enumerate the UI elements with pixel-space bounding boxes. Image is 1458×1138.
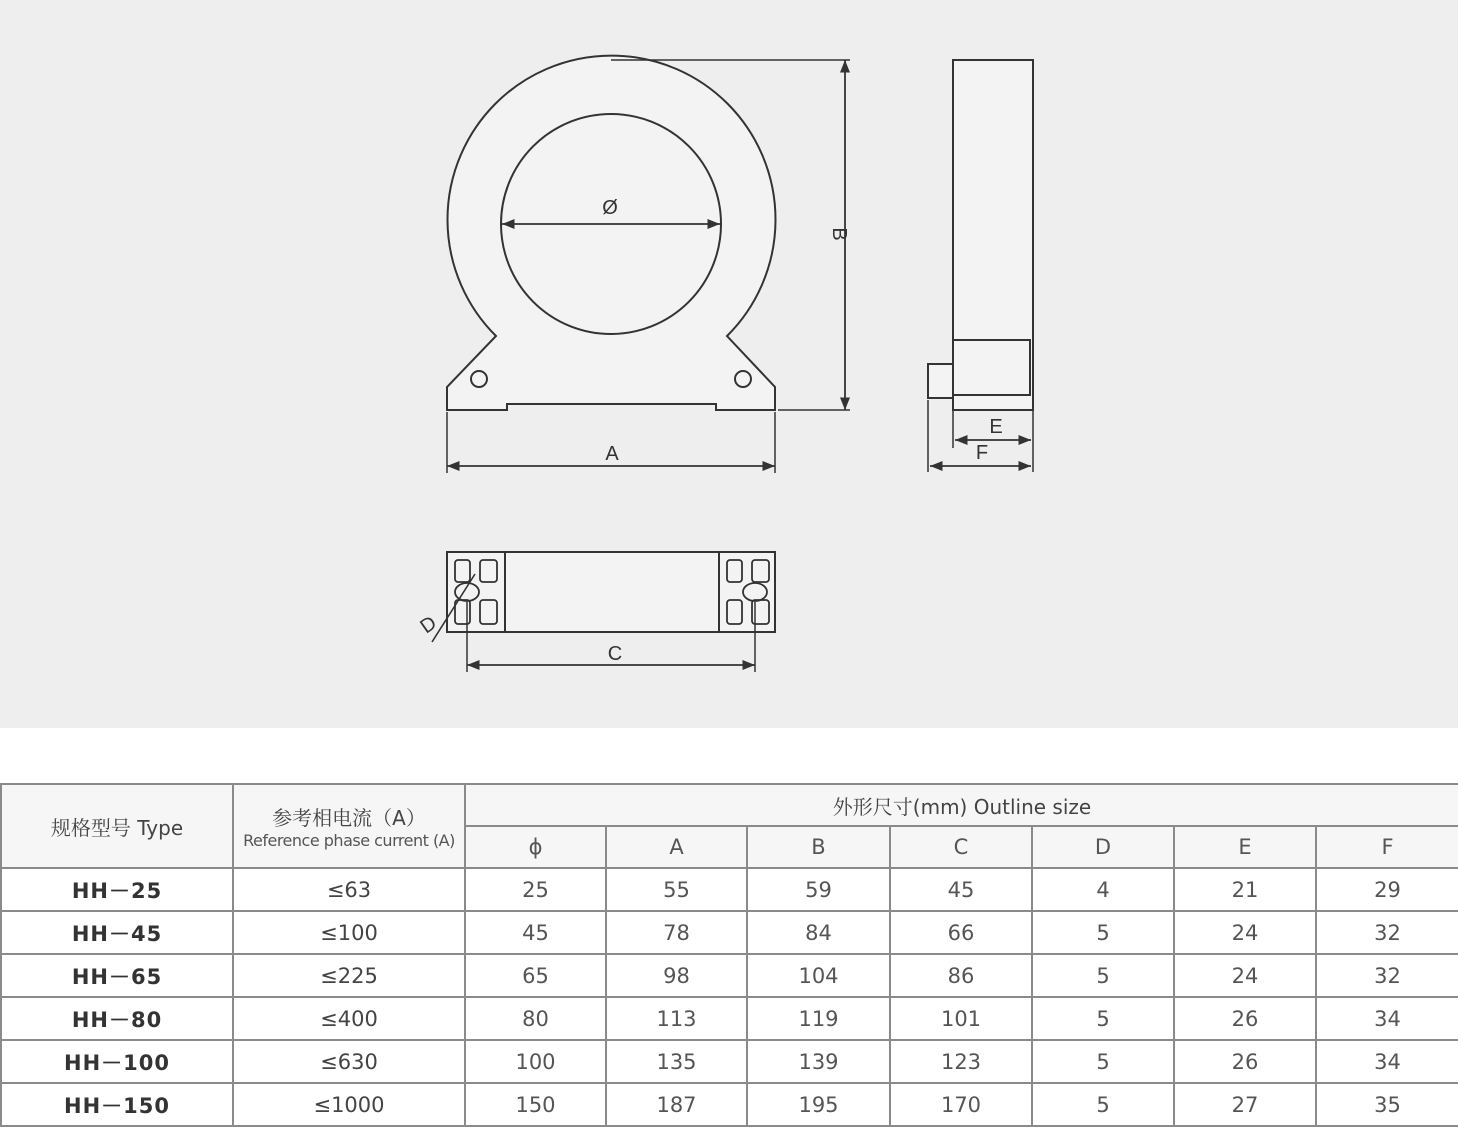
bottom-view <box>432 552 775 672</box>
row-dim-value: 26 <box>1174 997 1316 1040</box>
row-current: ≤1000 <box>233 1083 465 1126</box>
d-label: D <box>416 611 441 639</box>
row-dim-value: 26 <box>1174 1040 1316 1083</box>
row-current: ≤100 <box>233 911 465 954</box>
row-dim-value: 5 <box>1032 1083 1174 1126</box>
table-header-row <box>1 784 1458 826</box>
front-view <box>447 56 850 473</box>
row-dim-value: 55 <box>606 868 747 911</box>
spec-table <box>0 783 1458 1127</box>
outline-size-header: 外形尺寸(mm) Outline size <box>465 784 1458 826</box>
row-dim-value: 86 <box>890 954 1032 997</box>
row-type: HH－100 <box>1 1040 233 1083</box>
row-dim-value: 32 <box>1316 911 1458 954</box>
row-dim-value: 27 <box>1174 1083 1316 1126</box>
b-label: B <box>828 227 850 241</box>
row-dim-value: 29 <box>1316 868 1458 911</box>
row-type: HH－65 <box>1 954 233 997</box>
row-dim-value: 80 <box>465 997 606 1040</box>
phi-label: Ø <box>602 197 618 219</box>
row-dim-value: 78 <box>606 911 747 954</box>
row-dim-value: 135 <box>606 1040 747 1083</box>
row-dim-value: 24 <box>1174 911 1316 954</box>
row-dim-value: 123 <box>890 1040 1032 1083</box>
row-dim-value: 84 <box>747 911 890 954</box>
row-dim-value: 4 <box>1032 868 1174 911</box>
dim-header-a: A <box>606 826 747 868</box>
row-dim-value: 66 <box>890 911 1032 954</box>
row-current: ≤400 <box>233 997 465 1040</box>
row-dim-value: 139 <box>747 1040 890 1083</box>
side-view-terminal <box>953 340 1030 395</box>
row-dim-value: 24 <box>1174 954 1316 997</box>
row-dim-value: 5 <box>1032 954 1174 997</box>
row-type: HH－80 <box>1 997 233 1040</box>
type-header: 规格型号 Type <box>1 784 233 868</box>
side-view-stud <box>928 364 953 398</box>
row-dim-value: 5 <box>1032 911 1174 954</box>
row-dim-value: 34 <box>1316 1040 1458 1083</box>
row-dim-value: 21 <box>1174 868 1316 911</box>
row-dim-value: 119 <box>747 997 890 1040</box>
table-row <box>1 1040 1458 1083</box>
dim-header-e: E <box>1174 826 1316 868</box>
a-label: A <box>605 443 619 465</box>
row-dim-value: 5 <box>1032 1040 1174 1083</box>
row-type: HH－150 <box>1 1083 233 1126</box>
row-dim-value: 35 <box>1316 1083 1458 1126</box>
row-dim-value: 150 <box>465 1083 606 1126</box>
dim-header-phi: ϕ <box>465 826 606 868</box>
row-dim-value: 32 <box>1316 954 1458 997</box>
row-current: ≤225 <box>233 954 465 997</box>
row-dim-value: 45 <box>890 868 1032 911</box>
row-dim-value: 98 <box>606 954 747 997</box>
row-dim-value: 34 <box>1316 997 1458 1040</box>
table-row <box>1 954 1458 997</box>
row-dim-value: 195 <box>747 1083 890 1126</box>
row-type: HH－45 <box>1 911 233 954</box>
table-row <box>1 1083 1458 1126</box>
e-label: E <box>989 416 1003 438</box>
row-dim-value: 25 <box>465 868 606 911</box>
row-current: ≤63 <box>233 868 465 911</box>
current-header: 参考相电流（A） Reference phase current (A) <box>233 784 465 868</box>
row-current: ≤630 <box>233 1040 465 1083</box>
row-dim-value: 170 <box>890 1083 1032 1126</box>
table-row <box>1 911 1458 954</box>
row-dim-value: 65 <box>465 954 606 997</box>
row-dim-value: 100 <box>465 1040 606 1083</box>
side-view <box>928 60 1033 472</box>
row-dim-value: 45 <box>465 911 606 954</box>
dim-header-b: B <box>747 826 890 868</box>
row-type: HH－25 <box>1 868 233 911</box>
dim-header-d: D <box>1032 826 1174 868</box>
row-dim-value: 113 <box>606 997 747 1040</box>
dim-header-c: C <box>890 826 1032 868</box>
f-label: F <box>975 442 989 464</box>
row-dim-value: 101 <box>890 997 1032 1040</box>
row-dim-value: 5 <box>1032 997 1174 1040</box>
row-dim-value: 104 <box>747 954 890 997</box>
dim-header-f: F <box>1316 826 1458 868</box>
c-label: C <box>607 643 623 665</box>
table-row <box>1 868 1458 911</box>
row-dim-value: 187 <box>606 1083 747 1126</box>
table-row <box>1 997 1458 1040</box>
row-dim-value: 59 <box>747 868 890 911</box>
